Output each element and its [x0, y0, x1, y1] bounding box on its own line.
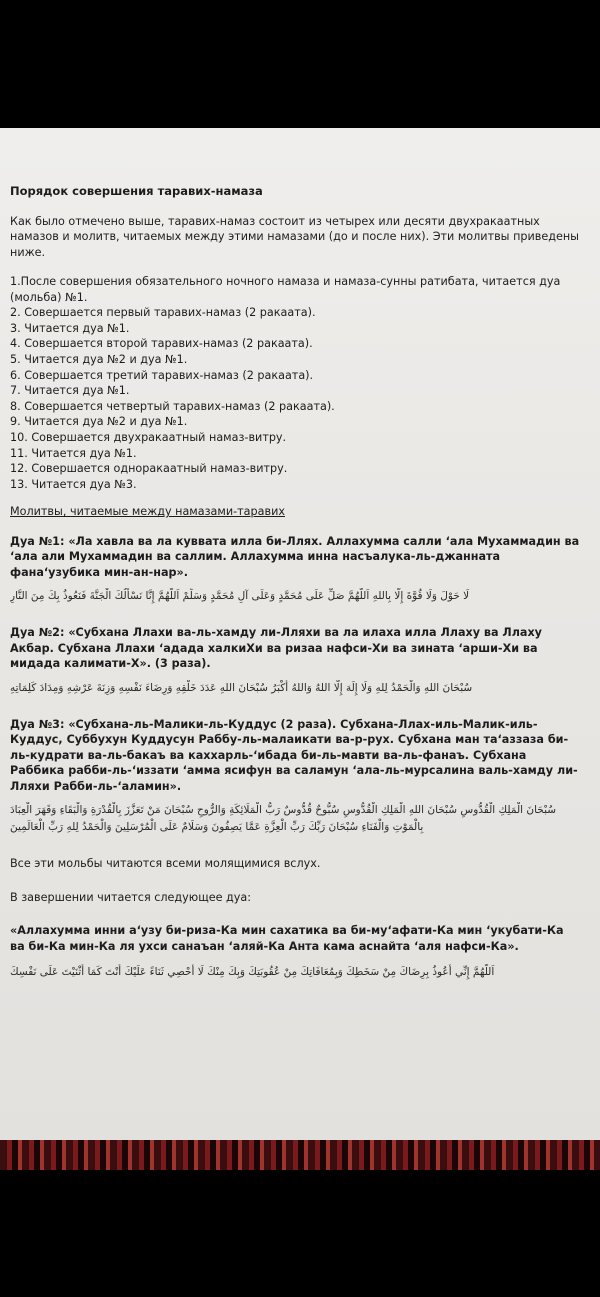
note-text: Все эти мольбы читаются всеми молящимися вслух.	[10, 857, 321, 871]
dua-2-text: «Субхана Ллахи ва-ль-хамду ли-Лляхи ва ла илаха илла Ллаху ва Ллаху Акбар. Субхана Ллахи ‘адада халкиХи ва ризаа нафси-Хи ва зината ‘арши-Хи ва мидада калимати-Х». (3 раза).	[10, 626, 542, 671]
list-item: 13. Читается дуа №3.	[10, 477, 137, 491]
dua-1-label: Дуа №1:	[10, 534, 65, 548]
list-item: 6. Совершается третий таравих-намаз (2 ракаата).	[10, 368, 314, 382]
prayers-heading: Молитвы, читаемые между намазами-таравих	[10, 505, 285, 519]
dua-1	[10, 534, 582, 581]
steps-list	[10, 274, 582, 492]
dua-3-text: «Субхана-ль-Малики-ль-Куддус (2 раза). Субхана-Ллах-иль-Малик-иль-Куддус, Суббухун Куддусун Раббу-ль-малаикати ва-р-рух. Субхана ман та‘аззаза би-ль-кудрати ва-ль-бакаъ ва каххарль-‘ибада би-ль-мавти ва-ль-фанаъ. Субхана Раббика рабби-ль-‘иззати ‘амма ясифун ва саламун ‘ала-ль-мурсалина валь-хамду ли-Лляхи Рабби-ль-‘аламин».	[10, 717, 578, 793]
document-page	[0, 128, 600, 1140]
list-item: 3. Читается дуа №1.	[10, 321, 130, 335]
page-title: Порядок совершения таравих-намаза	[10, 184, 263, 198]
list-item: 4. Совершается второй таравих-намаз (2 ракаата).	[10, 337, 313, 351]
document-content	[10, 184, 582, 1001]
closing-dua: «Аллахумма инни а‘узу би-риза-Ка мин сахатика ва би-му‘афати-Ка мин ‘укубати-Ка ва би-Ка мин-Ка ля ухси санаъан ‘аляй-Ка Анта кама аснайта ‘аля нафси-Ка».	[10, 924, 564, 953]
dua-1-arabic: لَا حَوْلَ وَلَا قُوَّةَ إِلَّا بِاللهِ اَللَّهُمَّ صَلِّ عَلَى مُحَمَّدٍ وَعَلَى آلِ مُحَمَّدٍ وَسَلِّمْ اَللَّهُمَّ إِنَّا نَسْأَلُكَ الْجَنَّةَ فَنَعُوذُ بِكَ مِنَ النَّارِ	[10, 590, 470, 603]
closing-intro: В завершении читается следующее дуа:	[10, 890, 252, 904]
dua-3-label: Дуа №3:	[10, 717, 65, 731]
list-item: 12. Совершается одноракаатный намаз-витру.	[10, 462, 288, 476]
list-item: 5. Читается дуа №2 и дуа №1.	[10, 352, 188, 366]
carpet-background	[0, 1140, 600, 1170]
dua-2-label: Дуа №2:	[10, 626, 65, 640]
dua-3-arabic: سُبْحَانَ الْمَلِكِ الْقُدُّوسِ سُبْحَانَ اللهِ الْمَلِكِ الْقُدُّوسِ سُبُّوحٌ قُدُّوسٌ رَبُّ الْمَلَائِكَةِ وَالرُّوحِ سُبْحَانَ مَنْ تَعَزَّزَ بِالْقُدْرَةِ وَالْبَقَاءِ وَقَهَرَ الْعِبَادَ بِالْمَوْتِ وَالْفَنَاءِ سُبْحَانَ رَبِّكَ رَبِّ الْعِزَّةِ عَمَّا يَصِفُونَ وَسَلَامٌ عَلَى الْمُرْسَلِينَ وَالْحَمْدُ لِلهِ رَبِّ الْعَالَمِينَ	[10, 804, 557, 834]
list-item: 9. Читается дуа №2 и дуа №1.	[10, 415, 188, 429]
intro-paragraph: Как было отмечено выше, таравих-намаз состоит из четырех или десяти двухракаатных намазов и молитв, читаемых между этими намазами (до и после них). Эти молитвы приведены ниже.	[10, 214, 579, 259]
closing-dua-arabic: اَللَّهُمَّ إِنِّي أَعُوذُ بِرِضَاكَ مِنْ سَخَطِكَ وَبِمُعَافَاتِكَ مِنْ عُقُوبَتِكَ وَبِكَ مِنْكَ لَا أُحْصِي ثَنَاءً عَلَيْكَ أَنْتَ كَمَا أَثْنَيْتَ عَلَى نَفْسِكَ	[10, 966, 495, 979]
list-item: 10. Совершается двухракаатный намаз-витру.	[10, 430, 287, 444]
list-item: 8. Совершается четвертый таравих-намаз (2 ракаата).	[10, 399, 335, 413]
list-item: 11. Читается дуа №1.	[10, 446, 137, 460]
dua-2-arabic: سُبْحَانَ اللهِ وَالْحَمْدُ لِلهِ وَلَا إِلَهَ إِلَّا اللهُ وَاللهُ أَكْبَرُ سُبْحَانَ اللهِ عَدَدَ خَلْقِهِ وَرِضَاءَ نَفْسِهِ وَزِنَةَ عَرْشِهِ وَمِدَادَ كَلِمَاتِهِ	[10, 681, 473, 694]
list-item: 7. Читается дуа №1.	[10, 384, 130, 398]
dua-3	[10, 717, 582, 795]
dua-1-text: «Ла хавла ва ла куввата илла би-Ллях. Аллахумма салли ‘ала Мухаммадин ва ‘ала али Мухаммадин ва саллим. Аллахумма инна насъалука-ль-джанната фана‘узубика мин-ан-нар».	[10, 534, 580, 579]
list-item: 1.После совершения обязательного ночного намаза и намаза-сунны ратибата, читается дуа (мольба) №1.	[10, 275, 561, 304]
dua-2	[10, 625, 582, 672]
list-item: 2. Совершается первый таравих-намаз (2 ракаата).	[10, 306, 316, 320]
